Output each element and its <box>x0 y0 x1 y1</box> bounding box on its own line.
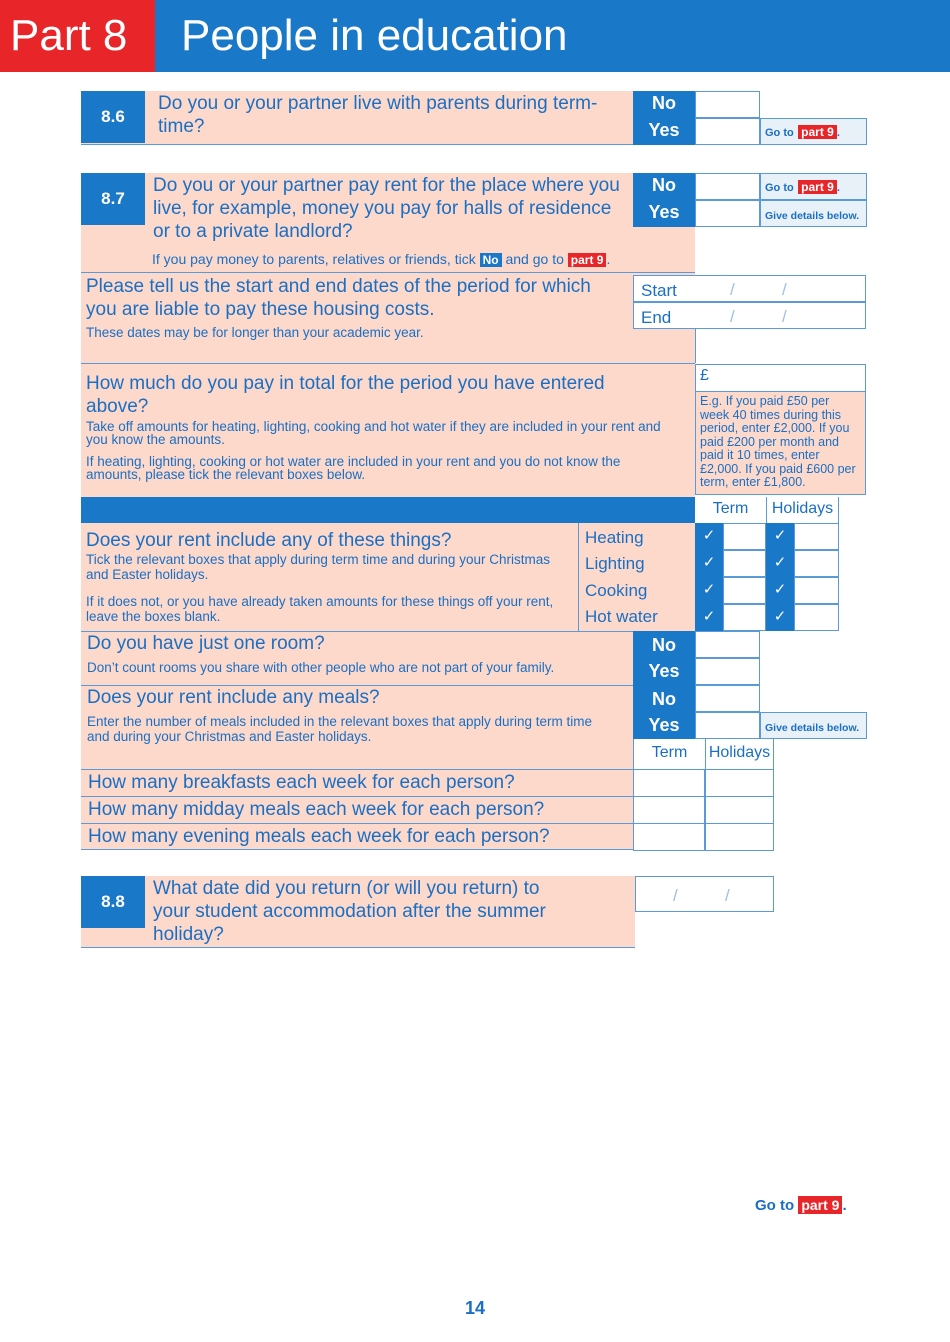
q87-yes-label: Yes <box>648 202 680 222</box>
meals-term-header: Term <box>633 739 705 769</box>
q87-no-label: No <box>652 175 676 195</box>
q87-goto <box>760 173 867 200</box>
hol-heating-checkbox[interactable] <box>794 523 839 550</box>
q86-goto-dot: . <box>836 127 840 139</box>
page-title: People in education <box>155 0 950 72</box>
utility-heating: Heating <box>585 528 644 547</box>
blue-bar <box>81 497 695 523</box>
q87-give-details-text: Give details below. <box>765 210 860 222</box>
breakfasts-term-field[interactable] <box>633 769 705 797</box>
q87-dates-edge <box>695 329 696 363</box>
q87-give-details <box>760 200 867 227</box>
meal-row-divider-1 <box>81 796 633 797</box>
q87-goto-tag: part 9 <box>798 180 837 194</box>
q87-room-note: Don’t count rooms you share with other people who are not part of your family. <box>87 660 555 675</box>
q87-note-mid: and go to <box>505 251 564 267</box>
q87-divider <box>81 272 695 273</box>
end-slash-2: / <box>782 307 787 326</box>
footer-goto-text: Go to <box>755 1197 795 1214</box>
q86-yes-checkbox[interactable] <box>695 118 760 145</box>
term-check-hot-water-icon: ✓ <box>695 604 723 631</box>
utility-cooking: Cooking <box>585 581 648 600</box>
room-no-checkbox[interactable] <box>695 631 760 658</box>
q88-number: 8.8 <box>81 876 145 928</box>
pound-sign: £ <box>700 367 709 384</box>
q87-room-question: Do you have just one room? <box>87 633 325 654</box>
hol-cooking-checkbox[interactable] <box>794 577 839 604</box>
q87-meals-note: Enter the number of meals included in the relevant boxes that apply during term time and during your Christmas and Easter holidays. <box>87 714 593 744</box>
q87-note-dot: . <box>606 251 611 267</box>
q87-include-question: Does your rent include any of these things? <box>86 530 452 551</box>
q87-number: 8.7 <box>81 173 145 225</box>
end-label: End <box>641 308 672 327</box>
q87-total-note1: Take off amounts for heating, lighting, cooking and hot water if they are included in your rent and you know the amounts. <box>86 419 661 447</box>
term-check-lighting-icon: ✓ <box>695 550 723 577</box>
q88-question: What date did you return (or will you return) to your student accommodation after the summer holiday? <box>153 878 546 945</box>
room-yes-checkbox[interactable] <box>695 658 760 685</box>
footer-goto-dot: . <box>842 1197 847 1214</box>
q87-include-note1: Tick the relevant boxes that apply during term time and during your Christmas and Easter holidays. <box>86 552 550 582</box>
q86-goto-tag: part 9 <box>798 125 837 139</box>
meals-yes-checkbox[interactable] <box>695 712 760 739</box>
evening-holidays-field[interactable] <box>705 823 774 851</box>
hol-lighting-checkbox[interactable] <box>794 550 839 577</box>
hol-check-hot-water-icon: ✓ <box>766 604 794 631</box>
footer-goto-tag: part 9 <box>798 1196 842 1214</box>
end-slash-1: / <box>730 307 735 326</box>
evening-term-field[interactable] <box>633 823 705 851</box>
term-cooking-checkbox[interactable] <box>723 577 766 604</box>
hol-check-cooking-icon: ✓ <box>766 577 794 604</box>
hol-check-lighting-icon: ✓ <box>766 550 794 577</box>
q86-number: 8.6 <box>81 91 145 143</box>
footer-goto <box>755 1196 847 1214</box>
q87-note <box>152 251 692 267</box>
holidays-header: Holidays <box>766 497 839 523</box>
q87-note-no: No <box>480 253 502 267</box>
term-lighting-checkbox[interactable] <box>723 550 766 577</box>
return-slash-1: / <box>673 886 678 905</box>
q87-meals-question: Does your rent include any meals? <box>87 687 380 708</box>
start-slash-2: / <box>782 280 787 299</box>
q86-goto <box>760 118 867 145</box>
q87-include-note2: If it does not, or you have already taken amounts for these things off your rent, leave the boxes blank. <box>86 594 554 624</box>
hol-check-heating-icon: ✓ <box>766 523 794 550</box>
q87-dates-question: Please tell us the start and end dates of the period for which you are liable to pay these housing costs. <box>86 276 591 320</box>
total-amount-field[interactable] <box>695 364 866 392</box>
term-check-cooking-icon: ✓ <box>695 577 723 604</box>
term-header: Term <box>712 500 749 517</box>
q87-question: Do you or your partner pay rent for the place where you live, for example, money you pay for halls of residence or to a private landlord? <box>153 175 620 242</box>
q87-yes-checkbox[interactable] <box>695 200 760 227</box>
breakfasts-question: How many breakfasts each week for each person? <box>88 772 515 793</box>
q87-total-question: How much do you pay in total for the period you have entered above? <box>86 373 605 417</box>
part-number: Part 8 <box>0 0 155 72</box>
q86-goto-text: Go to <box>765 127 794 139</box>
q86-yes-label: Yes <box>648 120 680 140</box>
q87-total-note2: If heating, lighting, cooking or hot water are included in your rent and you do not know the amounts, please tick the relevant boxes below. <box>86 454 621 482</box>
midday-term-field[interactable] <box>633 796 705 824</box>
breakfasts-holidays-field[interactable] <box>705 769 774 797</box>
utility-hot-water: Hot water <box>585 607 658 626</box>
q87-dates-note: These dates may be for longer than your academic year. <box>86 325 424 340</box>
utility-lighting: Lighting <box>585 554 645 573</box>
meals-give-details <box>760 712 867 739</box>
start-slash-1: / <box>730 280 735 299</box>
q87-note-tag: part 9 <box>568 253 607 267</box>
q87-goto-text: Go to <box>765 182 794 194</box>
midday-holidays-field[interactable] <box>705 796 774 824</box>
q86-no-label: No <box>652 93 676 113</box>
term-heating-checkbox[interactable] <box>723 523 766 550</box>
return-date-field[interactable] <box>635 876 774 912</box>
meals-give-details-text: Give details below. <box>765 722 860 734</box>
term-check-heating-icon: ✓ <box>695 523 723 550</box>
term-hot-water-checkbox[interactable] <box>723 604 766 631</box>
meals-yes-label: Yes <box>648 715 680 735</box>
evening-meals-question: How many evening meals each week for each person? <box>88 826 550 847</box>
room-no-label: No <box>652 635 676 655</box>
meals-no-label: No <box>652 689 676 709</box>
hol-hot-water-checkbox[interactable] <box>794 604 839 631</box>
meals-holidays-header: Holidays <box>705 739 774 769</box>
page-number: 14 <box>464 1298 486 1318</box>
q86-question: Do you or your partner live with parents during term-time? <box>158 93 598 137</box>
q87-note-pre: If you pay money to parents, relatives or friends, tick <box>152 251 476 267</box>
meal-row-divider-2 <box>81 823 633 824</box>
q86-no-checkbox[interactable] <box>695 91 760 118</box>
midday-meals-question: How many midday meals each week for each person? <box>88 799 545 820</box>
room-yes-label: Yes <box>648 661 680 681</box>
meals-no-checkbox[interactable] <box>695 685 760 712</box>
start-label: Start <box>641 281 677 300</box>
amount-example: E.g. If you paid £50 per week 40 times during this period, enter £2,000. If you paid £200 per month and paid it 10 times, enter £2,000. If you paid £600 per term, enter £1,800. <box>695 392 866 495</box>
q87-no-checkbox[interactable] <box>695 173 760 200</box>
return-slash-2: / <box>725 886 730 905</box>
q87-goto-dot: . <box>836 182 840 194</box>
